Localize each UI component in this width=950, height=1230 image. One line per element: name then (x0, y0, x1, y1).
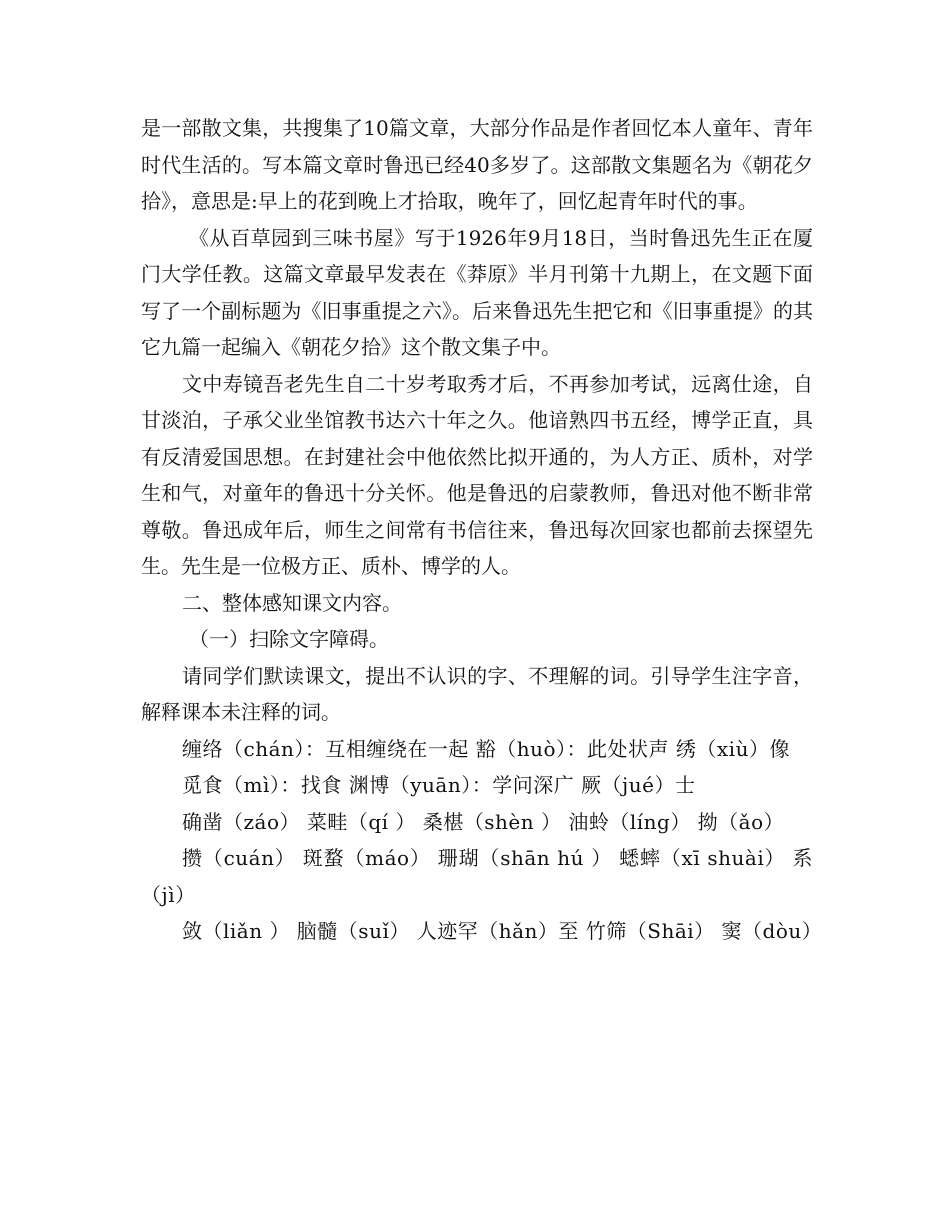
paragraph-reading-instruction: 请同学们默读课文，提出不认识的字、不理解的词。引导学生注字音，解释课本未注释的词。 (141, 663, 813, 724)
paragraph-writing-background: 《从百草园到三味书屋》写于1926年9月18日，当时鲁迅先生正在厦门大学任教。这篇文章最早发表在《莽原》半月刊第十九期上，在文题下面写了一个副标题为《旧事重提之六》。后来鲁迅先生把它和《旧事重提》的其它九篇一起编入《朝花夕拾》这个散文集子中。 (141, 225, 813, 359)
vocab-line-1: 缠络（chán）：互相缠绕在一起 豁（huò）：此处状声 绣（xiù）像 (182, 736, 790, 761)
subsection-heading-clear-obstacles: （一）扫除文字障碍。 (189, 627, 389, 651)
vocab-line-5: 敛（liǎn ） 脑髓（suǐ） 人迹罕（hǎn）至 竹筛（Shāi） 窦（dòu） (182, 919, 823, 943)
vocab-line-2: 觅食（mì）：找食 渊博（yuān）：学问深广 厥（jué）士 (182, 773, 696, 797)
paragraph-essay-collection-intro: 是一部散文集，共搜集了10篇文章，大部分作品是作者回忆本人童年、青年时代生活的。写本篇文章时鲁迅已经40多岁了。这部散文集题名为《朝花夕拾》，意思是:早上的花到晚上才拾取，晚年了，回忆起青年时代的事。 (141, 116, 813, 213)
paragraph-teacher-shou-jingwu: 文中寿镜吾老先生自二十岁考取秀才后，不再参加考试，远离仕途，自甘淡泊，子承父业坐馆教书达六十年之久。他谙熟四书五经，博学正直，具有反清爱国思想。在封建社会中他依然比拟开通的，为人方正、质朴，对学生和气，对童年的鲁迅十分关怀。他是鲁迅的启蒙教师，鲁迅对他不断非常尊敬。鲁迅成年后，师生之间常有书信往来，鲁迅每次回家也都前去探望先生。先生是一位极方正、质朴、博学的人。 (141, 371, 813, 578)
vocab-line-3: 确凿（záo） 菜畦（qí ） 桑椹（shèn ） 油蛉（líng） 拗（ǎo） (182, 809, 785, 834)
vocab-line-4: 攒（cuán） 斑蝥（máo） 珊瑚（shān hú ） 蟋蟀（xī shuài） 系（jì） (141, 846, 813, 907)
document-body (141, 110, 823, 950)
section-heading-overall-perception: 二、整体感知课文内容。 (182, 590, 402, 615)
